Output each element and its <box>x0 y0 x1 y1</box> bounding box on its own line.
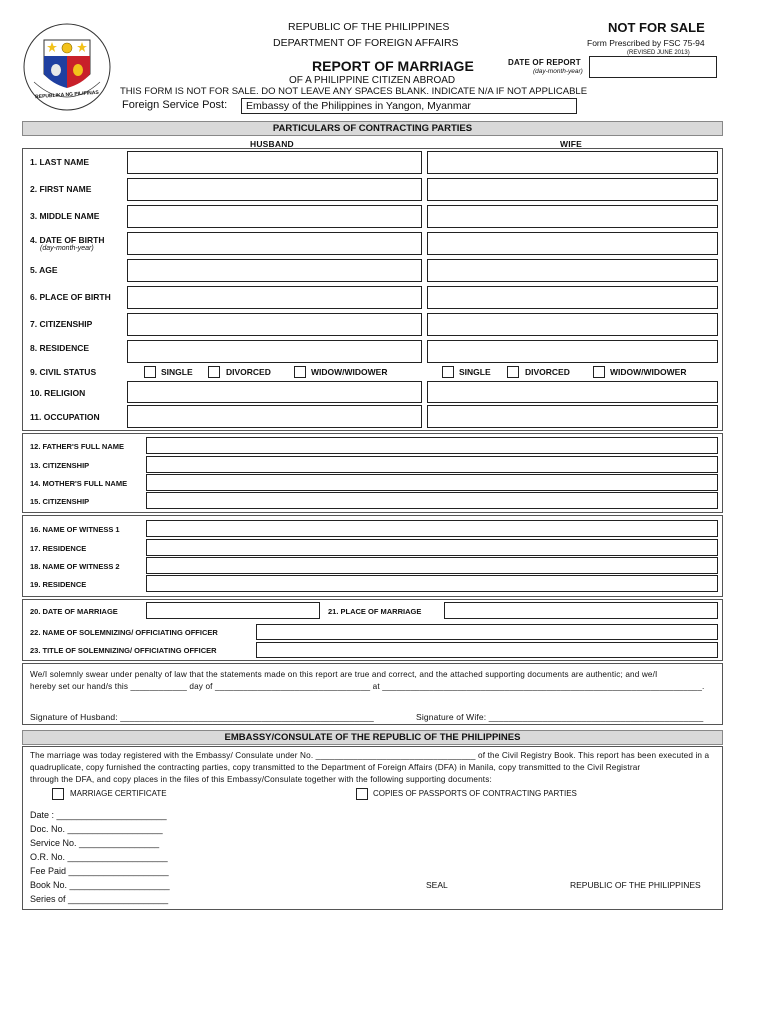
wife-first-name-field[interactable] <box>427 178 718 201</box>
not-for-sale-label: NOT FOR SALE <box>608 20 705 35</box>
officer-title-label: 23. TITLE OF SOLEMNIZING/ OFFICIATING OFFICER <box>30 646 217 655</box>
embassy-text-line2: quadruplicate, copy furnished the contracting parties, copy transmitted to the Department of Foreign Affairs (DFA) in Manila, copy transmitted to the Civil Registrar <box>30 763 641 772</box>
philippine-coat-of-arms-icon <box>22 22 112 112</box>
record-doc-no-line: Doc. No. ___________________ <box>30 824 163 834</box>
date-of-report-hint: (day-month-year) <box>533 68 583 75</box>
passport-copies-checkbox[interactable] <box>356 788 368 800</box>
husband-last-name-field[interactable] <box>127 151 422 174</box>
husband-divorced-label: DIVORCED <box>226 367 271 377</box>
father-name-label: 12. FATHER'S FULL NAME <box>30 442 125 451</box>
witness1-residence-field[interactable] <box>146 539 718 556</box>
husband-residence-field[interactable] <box>127 340 422 363</box>
wife-place-of-birth-field[interactable] <box>427 286 718 309</box>
husband-age-field[interactable] <box>127 259 422 282</box>
date-of-birth-label: 4. DATE OF BIRTH <box>30 235 105 245</box>
middle-name-label: 3. MIDDLE NAME <box>30 211 100 221</box>
place-of-birth-label: 6. PLACE OF BIRTH <box>30 292 111 302</box>
wife-widow-checkbox[interactable] <box>593 366 605 378</box>
age-label: 5. AGE <box>30 265 58 275</box>
passport-copies-label: COPIES OF PASSPORTS OF CONTRACTING PARTIES <box>373 789 577 798</box>
witness2-residence-label: 19. RESIDENCE <box>30 580 87 589</box>
foreign-service-post-value: Embassy of the Philippines in Yangon, Myanmar <box>246 100 471 112</box>
husband-widow-label: WIDOW/WIDOWER <box>311 367 388 377</box>
wife-occupation-field[interactable] <box>427 405 718 428</box>
place-of-marriage-label: 21. PLACE OF MARRIAGE <box>328 607 422 616</box>
mother-citizenship-field[interactable] <box>146 492 718 509</box>
embassy-text-line3: through the DFA, and copy places in the files of this Embassy/Consulate together with the following supporting documents: <box>30 775 492 784</box>
oath-text-line2: hereby set our hand/s this ____________ day of _________________________________ at ____________________________________________________________________. <box>30 682 705 691</box>
wife-single-checkbox[interactable] <box>442 366 454 378</box>
date-of-report-field[interactable] <box>589 56 717 78</box>
father-citizenship-label: 13. CITIZENSHIP <box>30 461 90 470</box>
husband-first-name-field[interactable] <box>127 178 422 201</box>
husband-date-of-birth-field[interactable] <box>127 232 422 255</box>
witness1-name-label: 16. NAME OF WITNESS 1 <box>30 525 120 534</box>
wife-last-name-field[interactable] <box>427 151 718 174</box>
husband-column-header: HUSBAND <box>250 139 294 149</box>
wife-middle-name-field[interactable] <box>427 205 718 228</box>
citizenship-label: 7. CITIZENSHIP <box>30 319 93 329</box>
particulars-section-title: PARTICULARS OF CONTRACTING PARTIES <box>22 121 723 136</box>
husband-single-label: SINGLE <box>161 367 193 377</box>
foreign-service-post-label: Foreign Service Post: <box>122 99 228 111</box>
wife-religion-field[interactable] <box>427 381 718 403</box>
place-of-marriage-field[interactable] <box>444 602 718 619</box>
mother-citizenship-label: 15. CITIZENSHIP <box>30 497 90 506</box>
seal-text: REPUBLIKA NG PILIPINAS <box>35 89 99 101</box>
religion-label: 10. RELIGION <box>30 388 86 398</box>
department-heading: DEPARTMENT OF FOREIGN AFFAIRS <box>273 37 459 49</box>
record-fee-paid-line: Fee Paid ____________________ <box>30 866 169 876</box>
witness2-residence-field[interactable] <box>146 575 718 592</box>
marriage-certificate-checkbox[interactable] <box>52 788 64 800</box>
residence-label: 8. RESIDENCE <box>30 343 90 353</box>
wife-divorced-label: DIVORCED <box>525 367 570 377</box>
date-of-marriage-field[interactable] <box>146 602 320 619</box>
form-notice: THIS FORM IS NOT FOR SALE. DO NOT LEAVE ANY SPACES BLANK. INDICATE N/A IF NOT APPLICABLE <box>120 86 588 97</box>
date-of-marriage-label: 20. DATE OF MARRIAGE <box>30 607 118 616</box>
wife-signature-line: Signature of Wife: ____________________________________________ <box>416 712 704 722</box>
witness2-name-field[interactable] <box>146 557 718 574</box>
wife-divorced-checkbox[interactable] <box>507 366 519 378</box>
husband-middle-name-field[interactable] <box>127 205 422 228</box>
occupation-label: 11. OCCUPATION <box>30 412 100 422</box>
record-service-no-line: Service No. ________________ <box>30 838 160 848</box>
embassy-republic-label: REPUBLIC OF THE PHILIPPINES <box>570 880 701 890</box>
record-series-line: Series of ____________________ <box>30 894 169 904</box>
record-or-no-line: O.R. No. ____________________ <box>30 852 168 862</box>
record-book-no-line: Book No. ____________________ <box>30 880 170 890</box>
foreign-service-post-field[interactable] <box>241 98 577 114</box>
officer-name-label: 22. NAME OF SOLEMNIZING/ OFFICIATING OFFICER <box>30 628 218 637</box>
embassy-section-title: EMBASSY/CONSULATE OF THE REPUBLIC OF THE PHILIPPINES <box>22 730 723 745</box>
husband-divorced-checkbox[interactable] <box>208 366 220 378</box>
wife-age-field[interactable] <box>427 259 718 282</box>
wife-residence-field[interactable] <box>427 340 718 363</box>
wife-citizenship-field[interactable] <box>427 313 718 336</box>
officer-name-field[interactable] <box>256 624 718 640</box>
wife-column-header: WIFE <box>560 139 583 149</box>
first-name-label: 2. FIRST NAME <box>30 184 92 194</box>
republic-heading: REPUBLIC OF THE PHILIPPINES <box>288 21 450 33</box>
mother-name-label: 14. MOTHER'S FULL NAME <box>30 479 128 488</box>
revised-label: (REVISED JUNE 2013) <box>627 50 690 56</box>
father-name-field[interactable] <box>146 437 718 454</box>
husband-citizenship-field[interactable] <box>127 313 422 336</box>
husband-occupation-field[interactable] <box>127 405 422 428</box>
husband-place-of-birth-field[interactable] <box>127 286 422 309</box>
wife-widow-label: WIDOW/WIDOWER <box>610 367 687 377</box>
witness2-name-label: 18. NAME OF WITNESS 2 <box>30 562 120 571</box>
civil-status-label: 9. CIVIL STATUS <box>30 367 97 377</box>
form-title: REPORT OF MARRIAGE <box>312 58 474 74</box>
husband-signature-line: Signature of Husband: ____________________________________________________ <box>30 712 374 722</box>
marriage-certificate-label: MARRIAGE CERTIFICATE <box>70 789 167 798</box>
witness1-name-field[interactable] <box>146 520 718 537</box>
oath-text-line1: We/I solemnly swear under penalty of law that the statements made on this report are true and correct, and the attached supporting documents are authentic; and we/I <box>30 670 658 679</box>
husband-religion-field[interactable] <box>127 381 422 403</box>
record-date-line: Date : ______________________ <box>30 810 167 820</box>
form-prescribed-label: Form Prescribed by FSC 75-94 <box>587 38 705 48</box>
seal-label: SEAL <box>426 880 448 890</box>
husband-single-checkbox[interactable] <box>144 366 156 378</box>
father-citizenship-field[interactable] <box>146 456 718 473</box>
mother-name-field[interactable] <box>146 474 718 491</box>
husband-widow-checkbox[interactable] <box>294 366 306 378</box>
form-subtitle: OF A PHILIPPINE CITIZEN ABROAD <box>289 75 456 86</box>
date-of-birth-hint: (day-month-year) <box>40 245 94 252</box>
embassy-text-line1: The marriage was today registered with the Embassy/ Consulate under No. __________________________________ of the Civil Registry Book. This report has been executed in a <box>30 751 710 760</box>
wife-date-of-birth-field[interactable] <box>427 232 718 255</box>
last-name-label: 1. LAST NAME <box>30 157 90 167</box>
date-of-report-label: DATE OF REPORT <box>508 58 581 67</box>
wife-single-label: SINGLE <box>459 367 491 377</box>
witness1-residence-label: 17. RESIDENCE <box>30 544 87 553</box>
officer-title-field[interactable] <box>256 642 718 658</box>
